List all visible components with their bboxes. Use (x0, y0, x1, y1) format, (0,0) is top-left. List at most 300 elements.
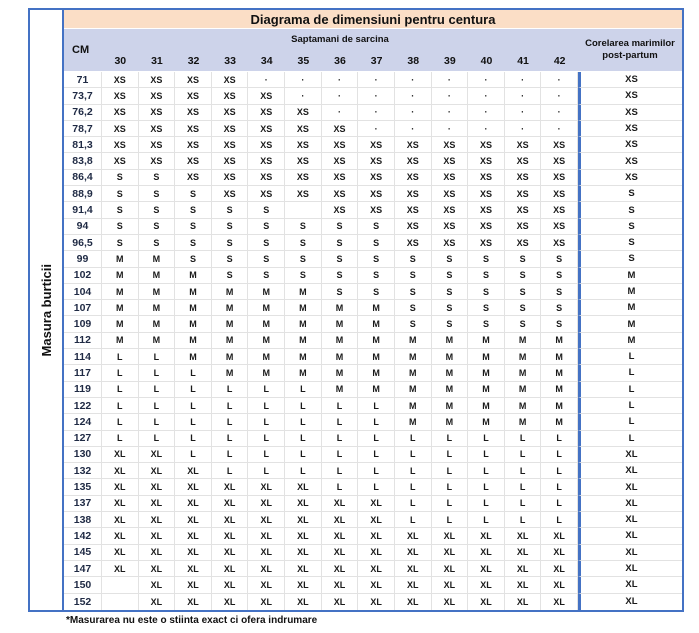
size-cell: XS (432, 137, 469, 153)
footnote: *Masurarea nu este o stiinta exact ci ofera indrumare (66, 615, 318, 626)
size-cell: XL (139, 496, 176, 512)
table-row (64, 382, 682, 398)
size-cell: XS (285, 121, 322, 137)
cm-cell: 114 (64, 349, 102, 365)
size-cell: L (322, 431, 359, 447)
size-cell: XS (212, 153, 249, 169)
table-row (64, 463, 682, 479)
size-cell: XL (175, 479, 212, 495)
size-cell: XL (505, 577, 542, 593)
size-cell: L (468, 447, 505, 463)
postpartum-cell: M (578, 268, 682, 284)
size-cell: XS (139, 88, 176, 104)
week-column-header: 31 (151, 54, 163, 67)
size-cell: XL (139, 463, 176, 479)
cm-cell: 135 (64, 479, 102, 495)
table-row (64, 398, 682, 414)
size-cell: M (432, 398, 469, 414)
postpartum-cell: S (578, 202, 682, 218)
table-row (64, 431, 682, 447)
size-cell: S (212, 202, 249, 218)
postpartum-cell: S (578, 219, 682, 235)
postpartum-cell: L (578, 349, 682, 365)
size-cell: XL (102, 545, 139, 561)
size-cell: S (468, 268, 505, 284)
weeks-group-header: Saptamani de sarcina (291, 34, 389, 45)
size-cell: XS (358, 153, 395, 169)
size-cell: S (139, 235, 176, 251)
size-cell: M (468, 365, 505, 381)
size-cell: M (212, 316, 249, 332)
size-cell: M (432, 365, 469, 381)
size-cell: XL (248, 512, 285, 528)
size-cell: XL (395, 545, 432, 561)
size-cell: XS (175, 153, 212, 169)
size-cell: S (358, 251, 395, 267)
size-cell: XL (248, 496, 285, 512)
size-cell: XL (468, 561, 505, 577)
postpartum-cell: L (578, 431, 682, 447)
size-cell: XL (358, 496, 395, 512)
size-cell: XS (505, 235, 542, 251)
size-cell: S (139, 219, 176, 235)
size-cell: XL (285, 594, 322, 610)
postpartum-cell: L (578, 365, 682, 381)
postpartum-cell: XL (578, 561, 682, 577)
size-cell: L (102, 414, 139, 430)
size-cell: L (505, 479, 542, 495)
size-cell: XL (505, 561, 542, 577)
size-cell: XL (322, 561, 359, 577)
size-cell: XL (248, 545, 285, 561)
size-cell: XS (212, 121, 249, 137)
size-cell: L (322, 463, 359, 479)
table-row (64, 284, 682, 300)
size-cell: L (212, 463, 249, 479)
size-cell: XS (541, 235, 578, 251)
postpartum-cell: S (578, 186, 682, 202)
size-cell: S (468, 316, 505, 332)
size-cell: L (212, 447, 249, 463)
table-row (64, 105, 682, 121)
size-cell: XL (102, 496, 139, 512)
size-cell: M (212, 284, 249, 300)
week-column-header: 35 (297, 54, 310, 67)
size-cell: S (395, 316, 432, 332)
size-cell: XL (175, 463, 212, 479)
size-cell: XL (285, 577, 322, 593)
size-cell: · (358, 121, 395, 137)
size-cell: L (505, 512, 542, 528)
cm-cell: 124 (64, 414, 102, 430)
size-cell: S (175, 219, 212, 235)
size-cell: XL (322, 512, 359, 528)
size-cell: XL (285, 496, 322, 512)
size-cell: M (139, 251, 176, 267)
size-cell: XS (212, 105, 249, 121)
size-cell: M (322, 333, 359, 349)
size-cell: · (432, 88, 469, 104)
cm-cell: 88,9 (64, 186, 102, 202)
size-cell: XL (139, 528, 176, 544)
postpartum-column-header: Corelarea marimilor post-partum (585, 38, 675, 61)
size-cell: XL (102, 479, 139, 495)
size-cell: XS (212, 72, 249, 88)
table-row (64, 349, 682, 365)
size-cell: XL (102, 512, 139, 528)
size-cell: XS (505, 170, 542, 186)
size-cell: M (505, 382, 542, 398)
table-row (64, 447, 682, 463)
size-cell: XL (139, 594, 176, 610)
size-cell: XS (432, 219, 469, 235)
size-cell: L (432, 463, 469, 479)
size-cell: XL (541, 577, 578, 593)
size-cell: S (468, 300, 505, 316)
size-cell: S (468, 251, 505, 267)
size-cell: L (212, 398, 249, 414)
size-cell: · (395, 88, 432, 104)
size-cell: XS (541, 170, 578, 186)
cm-cell: 107 (64, 300, 102, 316)
size-cell: M (395, 333, 432, 349)
size-cell: L (175, 365, 212, 381)
cm-cell: 96,5 (64, 235, 102, 251)
size-cell: XS (212, 88, 249, 104)
size-cell: L (102, 349, 139, 365)
table-row (64, 479, 682, 495)
cm-cell: 137 (64, 496, 102, 512)
cm-cell: 152 (64, 594, 102, 610)
postpartum-cell: XS (578, 170, 682, 186)
cm-cell: 71 (64, 72, 102, 88)
size-cell: XL (505, 528, 542, 544)
postpartum-cell: XL (578, 496, 682, 512)
table-row (64, 170, 682, 186)
size-cell: M (248, 316, 285, 332)
cm-cell: 132 (64, 463, 102, 479)
size-cell: XS (285, 170, 322, 186)
size-cell: M (212, 349, 249, 365)
size-cell: XL (139, 577, 176, 593)
size-cell: M (139, 300, 176, 316)
size-cell: XL (285, 479, 322, 495)
size-cell: M (285, 333, 322, 349)
week-column-header: 37 (370, 54, 383, 67)
size-cell: S (285, 251, 322, 267)
size-cell: M (541, 365, 578, 381)
size-cell: XS (285, 105, 322, 121)
size-cell: XL (248, 594, 285, 610)
size-cell: XL (102, 447, 139, 463)
cm-cell: 83,8 (64, 153, 102, 169)
size-cell: · (358, 72, 395, 88)
size-cell: XS (322, 170, 359, 186)
size-cell: M (139, 316, 176, 332)
size-cell: L (248, 447, 285, 463)
size-cell: S (322, 284, 359, 300)
table-row (64, 153, 682, 169)
size-cell: L (541, 447, 578, 463)
size-cell: XS (248, 88, 285, 104)
size-cell: XS (358, 137, 395, 153)
size-cell: · (505, 105, 542, 121)
cm-cell: 91,4 (64, 202, 102, 218)
postpartum-cell: XS (578, 137, 682, 153)
table-row (64, 88, 682, 104)
size-cell: XL (175, 512, 212, 528)
size-cell: M (175, 284, 212, 300)
size-cell: XL (248, 561, 285, 577)
chart-title: Diagrama de dimensiuni pentru centura (64, 10, 682, 29)
size-cell: XS (175, 105, 212, 121)
size-cell: S (432, 251, 469, 267)
size-cell: XL (285, 545, 322, 561)
size-cell: XL (139, 512, 176, 528)
size-cell: XS (212, 170, 249, 186)
size-cell: S (102, 202, 139, 218)
size-cell: L (175, 447, 212, 463)
cm-cell: 119 (64, 382, 102, 398)
size-cell: XS (322, 153, 359, 169)
size-cell: S (212, 268, 249, 284)
table-row (64, 365, 682, 381)
size-cell: M (395, 382, 432, 398)
size-cell: M (248, 349, 285, 365)
size-cell: XS (102, 105, 139, 121)
postpartum-cell: XL (578, 447, 682, 463)
size-cell: XS (505, 186, 542, 202)
size-cell: L (248, 398, 285, 414)
size-cell: S (358, 219, 395, 235)
size-cell: M (248, 333, 285, 349)
size-cell: L (139, 349, 176, 365)
size-cell: XS (175, 72, 212, 88)
size-cell: M (322, 316, 359, 332)
size-cell: L (322, 414, 359, 430)
size-cell: XS (468, 186, 505, 202)
size-cell: · (395, 121, 432, 137)
size-cell: M (432, 414, 469, 430)
size-cell: L (212, 414, 249, 430)
row-group-label: Masura burticii (38, 263, 54, 357)
size-cell: XS (139, 121, 176, 137)
size-cell: XL (541, 561, 578, 577)
size-cell: XS (468, 202, 505, 218)
size-cell: M (102, 284, 139, 300)
size-cell: · (432, 121, 469, 137)
cm-cell: 76,2 (64, 105, 102, 121)
table-row (64, 496, 682, 512)
size-cell: L (541, 496, 578, 512)
size-cell: M (175, 316, 212, 332)
table-row (64, 528, 682, 544)
cm-column-header: CM (72, 44, 90, 56)
size-cell: · (468, 105, 505, 121)
size-cell: XS (139, 72, 176, 88)
size-cell: XS (175, 88, 212, 104)
postpartum-cell: XL (578, 479, 682, 495)
size-cell: M (248, 284, 285, 300)
size-cell: XS (432, 153, 469, 169)
size-cell: XS (395, 137, 432, 153)
size-cell: L (285, 463, 322, 479)
size-cell: M (505, 414, 542, 430)
size-cell: M (212, 365, 249, 381)
size-cell: M (285, 300, 322, 316)
size-cell: XL (139, 479, 176, 495)
cm-cell: 109 (64, 316, 102, 332)
size-cell: · (432, 72, 469, 88)
size-cell: L (432, 479, 469, 495)
size-cell: L (541, 512, 578, 528)
size-cell: XL (432, 577, 469, 593)
size-cell: XL (212, 512, 249, 528)
size-cell: XS (248, 105, 285, 121)
size-cell: XS (358, 186, 395, 202)
size-cell: XL (322, 545, 359, 561)
size-cell: M (322, 382, 359, 398)
cm-cell: 117 (64, 365, 102, 381)
size-cell: M (541, 349, 578, 365)
postpartum-cell: M (578, 316, 682, 332)
size-cell: XL (248, 479, 285, 495)
cm-cell: 99 (64, 251, 102, 267)
size-cell: S (505, 284, 542, 300)
size-cell: M (468, 414, 505, 430)
size-cell: L (139, 414, 176, 430)
size-cell: M (358, 300, 395, 316)
size-cell: XS (248, 153, 285, 169)
size-cell: S (248, 268, 285, 284)
size-cell: L (468, 463, 505, 479)
size-cell: S (432, 300, 469, 316)
postpartum-cell: M (578, 300, 682, 316)
size-cell: XL (212, 496, 249, 512)
size-cell: S (358, 284, 395, 300)
postpartum-cell: S (578, 251, 682, 267)
size-cell: L (468, 431, 505, 447)
size-cell: M (285, 316, 322, 332)
size-cell: M (139, 333, 176, 349)
size-cell: L (212, 382, 249, 398)
size-cell: L (285, 414, 322, 430)
table-row (64, 561, 682, 577)
size-cell: XS (541, 219, 578, 235)
postpartum-cell: XS (578, 72, 682, 88)
size-cell: M (358, 333, 395, 349)
size-cell: L (248, 414, 285, 430)
size-cell: XL (175, 594, 212, 610)
cm-cell: 102 (64, 268, 102, 284)
size-cell: L (139, 365, 176, 381)
size-cell: XL (358, 561, 395, 577)
postpartum-cell: L (578, 398, 682, 414)
size-cell: XS (395, 235, 432, 251)
size-cell: M (212, 300, 249, 316)
size-cell: XS (395, 170, 432, 186)
size-cell: M (541, 398, 578, 414)
size-cell: M (358, 365, 395, 381)
size-cell: L (102, 382, 139, 398)
size-cell: S (139, 186, 176, 202)
size-cell: · (248, 72, 285, 88)
size-cell: M (285, 349, 322, 365)
size-cell: L (322, 479, 359, 495)
size-cell: XS (468, 170, 505, 186)
size-cell: M (432, 382, 469, 398)
size-cell: XL (175, 545, 212, 561)
size-cell: L (358, 398, 395, 414)
size-cell: XS (248, 170, 285, 186)
size-cell: L (432, 512, 469, 528)
postpartum-cell: XL (578, 528, 682, 544)
size-cell: S (212, 251, 249, 267)
table-row (64, 235, 682, 251)
size-cell: S (175, 251, 212, 267)
size-cell: XS (102, 88, 139, 104)
cm-cell: 104 (64, 284, 102, 300)
size-cell: XS (432, 202, 469, 218)
size-cell: · (541, 72, 578, 88)
size-cell: XL (212, 594, 249, 610)
size-cell: M (395, 414, 432, 430)
size-cell: L (285, 382, 322, 398)
size-cell: XL (395, 528, 432, 544)
size-cell: S (175, 202, 212, 218)
postpartum-cell: XL (578, 545, 682, 561)
size-cell: L (139, 431, 176, 447)
size-cell: S (248, 235, 285, 251)
size-cell: L (541, 431, 578, 447)
row-group-label-column (30, 10, 64, 610)
size-cell: XS (285, 137, 322, 153)
size-cell: XS (541, 137, 578, 153)
size-cell: M (505, 333, 542, 349)
size-cell: XS (505, 153, 542, 169)
size-cell: S (102, 186, 139, 202)
cm-cell: 142 (64, 528, 102, 544)
size-cell: L (175, 431, 212, 447)
size-cell: L (468, 512, 505, 528)
size-cell: L (395, 496, 432, 512)
cm-cell: 112 (64, 333, 102, 349)
size-cell: L (322, 398, 359, 414)
size-cell: XL (248, 528, 285, 544)
header-band (64, 29, 682, 72)
size-cell: XL (102, 528, 139, 544)
size-cell: XS (541, 202, 578, 218)
size-cell: XS (358, 170, 395, 186)
size-cell: L (358, 463, 395, 479)
size-cell: S (139, 202, 176, 218)
size-cell: XL (212, 577, 249, 593)
size-cell: XS (432, 186, 469, 202)
size-cell: L (248, 382, 285, 398)
postpartum-cell: XS (578, 105, 682, 121)
size-cell: S (432, 268, 469, 284)
size-cell: L (322, 447, 359, 463)
postpartum-cell: XS (578, 121, 682, 137)
size-cell: XS (102, 121, 139, 137)
size-cell: XL (432, 528, 469, 544)
size-cell: S (212, 235, 249, 251)
week-column-header: 34 (260, 54, 273, 67)
size-cell: · (541, 105, 578, 121)
size-cell: M (322, 349, 359, 365)
size-cell: XS (395, 202, 432, 218)
size-cell: · (285, 72, 322, 88)
